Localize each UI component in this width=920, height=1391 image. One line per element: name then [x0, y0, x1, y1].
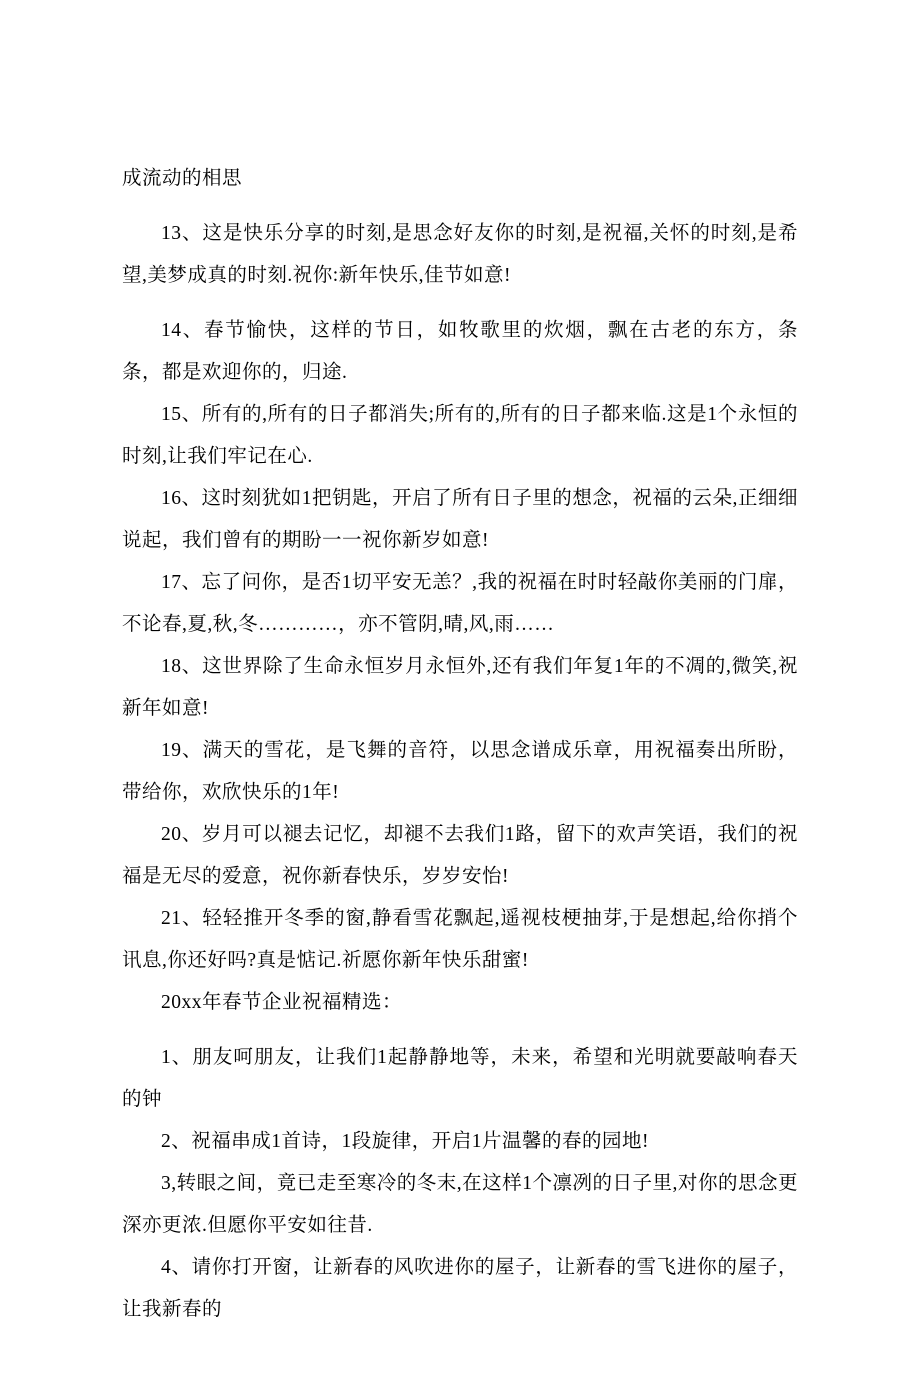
paragraph: 14、春节愉快，这样的节日，如牧歌里的炊烟，飘在古老的东方，条条，都是欢迎你的，归途.: [122, 320, 798, 383]
paragraph: 20、岁月可以褪去记忆，却褪不去我们1路，留下的欢声笑语，我们的祝福是无尽的爱意，祝你新春快乐，岁岁安怡!: [122, 824, 798, 887]
paragraph: 16、这时刻犹如1把钥匙，开启了所有日子里的想念，祝福的云朵,正细细说起，我们曾有的期盼一一祝你新岁如意!: [122, 488, 798, 551]
paragraph: 21、轻轻推开冬季的窗,静看雪花飘起,遥视枝梗抽芽,于是想起,给你捎个讯息,你还好吗?真是惦记.祈愿你新年快乐甜蜜!: [122, 908, 798, 971]
paragraph: 1、朋友呵朋友，让我们1起静静地等，未来，希望和光明就要敲响春天的钟: [122, 1047, 798, 1110]
paragraph: 3,转眼之间，竟已走至寒冷的冬末,在这样1个凛冽的日子里,对你的思念更深亦更浓.但愿你平安如往昔.: [122, 1173, 798, 1236]
paragraph: 15、所有的,所有的日子都消失;所有的,所有的日子都来临.这是1个永恒的时刻,让我们牢记在心.: [122, 404, 798, 467]
paragraph: 17、忘了问你，是否1切平安无恙？,我的祝福在时时轻敲你美丽的门扉，不论春,夏,秋,冬…………，亦不管阴,晴,风,雨……: [122, 572, 798, 635]
paragraph: 2、祝福串成1首诗，1段旋律，开启1片温馨的春的园地!: [161, 1131, 649, 1152]
paragraph: 4、请你打开窗，让新春的风吹进你的屋子，让新春的雪飞进你的屋子，让我新春的: [122, 1257, 798, 1320]
paragraph: 19、满天的雪花，是飞舞的音符，以思念谱成乐章，用祝福奏出所盼，带给你，欢欣快乐的1年!: [122, 740, 798, 803]
paragraph: 成流动的相思: [122, 168, 243, 189]
section-heading: 20xx年春节企业祝福精选：: [161, 992, 403, 1013]
paragraph: 13、这是快乐分享的时刻,是思念好友你的时刻,是祝福,关怀的时刻,是希望,美梦成真的时刻.祝你:新年快乐,佳节如意!: [122, 223, 798, 286]
paragraph: 18、这世界除了生命永恒岁月永恒外,还有我们年复1年的不凋的,微笑,祝新年如意!: [122, 656, 798, 719]
document-body: [122, 158, 798, 1331]
